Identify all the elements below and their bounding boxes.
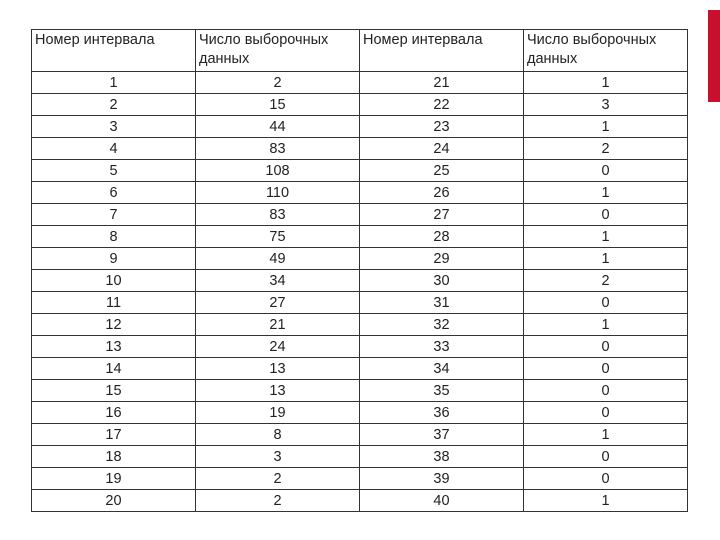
interval-number-cell: 39: [360, 468, 524, 490]
interval-number-cell: 35: [360, 380, 524, 402]
table-row: [32, 226, 688, 248]
interval-number-cell: 27: [360, 204, 524, 226]
interval-number-cell: 36: [360, 402, 524, 424]
interval-number-cell: 8: [32, 226, 196, 248]
table-row: [32, 468, 688, 490]
header-row: [32, 30, 688, 72]
sample-count-cell: 15: [196, 94, 360, 116]
sample-count-cell: 75: [196, 226, 360, 248]
interval-number-cell: 26: [360, 182, 524, 204]
interval-number-cell: 24: [360, 138, 524, 160]
interval-number-cell: 30: [360, 270, 524, 292]
interval-number-cell: 28: [360, 226, 524, 248]
interval-number-cell: 4: [32, 138, 196, 160]
table-row: [32, 72, 688, 94]
table-row: [32, 402, 688, 424]
sample-count-cell: 49: [196, 248, 360, 270]
sample-count-cell: 13: [196, 358, 360, 380]
data-table: [31, 29, 688, 512]
sample-count-cell: 83: [196, 138, 360, 160]
header-sample-count-2: Число выборочных данных: [524, 30, 688, 72]
header-sample-count-1: Число выборочных данных: [196, 30, 360, 72]
interval-number-cell: 17: [32, 424, 196, 446]
sample-count-cell: 108: [196, 160, 360, 182]
sample-count-cell: 2: [196, 490, 360, 512]
sample-count-cell: 27: [196, 292, 360, 314]
sample-count-cell: 110: [196, 182, 360, 204]
interval-number-cell: 31: [360, 292, 524, 314]
interval-number-cell: 20: [32, 490, 196, 512]
sample-count-cell: 1: [524, 490, 688, 512]
table-row: [32, 292, 688, 314]
interval-number-cell: 14: [32, 358, 196, 380]
sample-count-cell: 21: [196, 314, 360, 336]
table-row: [32, 204, 688, 226]
table-body: [32, 30, 688, 512]
table-row: [32, 446, 688, 468]
sample-count-cell: 8: [196, 424, 360, 446]
interval-number-cell: 25: [360, 160, 524, 182]
table-row: [32, 490, 688, 512]
interval-number-cell: 32: [360, 314, 524, 336]
table-row: [32, 270, 688, 292]
sample-count-cell: 0: [524, 204, 688, 226]
interval-number-cell: 12: [32, 314, 196, 336]
interval-number-cell: 22: [360, 94, 524, 116]
table-row: [32, 314, 688, 336]
sample-count-cell: 13: [196, 380, 360, 402]
table-row: [32, 116, 688, 138]
sample-count-cell: 34: [196, 270, 360, 292]
accent-bar: [708, 10, 720, 102]
table-row: [32, 336, 688, 358]
interval-number-cell: 19: [32, 468, 196, 490]
table-row: [32, 182, 688, 204]
table-row: [32, 248, 688, 270]
interval-number-cell: 5: [32, 160, 196, 182]
interval-number-cell: 3: [32, 116, 196, 138]
sample-count-cell: 1: [524, 314, 688, 336]
interval-number-cell: 37: [360, 424, 524, 446]
sample-count-cell: 1: [524, 226, 688, 248]
sample-count-cell: 1: [524, 424, 688, 446]
interval-number-cell: 18: [32, 446, 196, 468]
table-row: [32, 358, 688, 380]
sample-count-cell: 24: [196, 336, 360, 358]
table-row: [32, 424, 688, 446]
sample-count-cell: 0: [524, 380, 688, 402]
sample-count-cell: 2: [524, 138, 688, 160]
sample-count-cell: 83: [196, 204, 360, 226]
sample-count-cell: 3: [524, 94, 688, 116]
table-row: [32, 138, 688, 160]
interval-number-cell: 6: [32, 182, 196, 204]
sample-count-cell: 0: [524, 446, 688, 468]
sample-count-cell: 0: [524, 402, 688, 424]
sample-count-cell: 0: [524, 468, 688, 490]
interval-number-cell: 9: [32, 248, 196, 270]
sample-count-cell: 2: [196, 72, 360, 94]
sample-count-cell: 1: [524, 182, 688, 204]
sample-count-cell: 0: [524, 292, 688, 314]
sample-count-cell: 0: [524, 336, 688, 358]
table-row: [32, 160, 688, 182]
sample-count-cell: 2: [196, 468, 360, 490]
interval-number-cell: 11: [32, 292, 196, 314]
interval-number-cell: 13: [32, 336, 196, 358]
table-row: [32, 380, 688, 402]
interval-number-cell: 7: [32, 204, 196, 226]
table-row: [32, 94, 688, 116]
interval-number-cell: 34: [360, 358, 524, 380]
interval-number-cell: 29: [360, 248, 524, 270]
sample-count-cell: 1: [524, 116, 688, 138]
interval-number-cell: 40: [360, 490, 524, 512]
interval-number-cell: 33: [360, 336, 524, 358]
interval-number-cell: 15: [32, 380, 196, 402]
sample-count-cell: 0: [524, 358, 688, 380]
interval-number-cell: 16: [32, 402, 196, 424]
header-interval-number-2: Номер интервала: [360, 30, 524, 72]
interval-number-cell: 21: [360, 72, 524, 94]
sample-count-cell: 44: [196, 116, 360, 138]
sample-count-cell: 0: [524, 160, 688, 182]
sample-count-cell: 3: [196, 446, 360, 468]
sample-count-cell: 2: [524, 270, 688, 292]
sample-count-cell: 1: [524, 72, 688, 94]
sample-count-cell: 19: [196, 402, 360, 424]
interval-number-cell: 23: [360, 116, 524, 138]
interval-number-cell: 1: [32, 72, 196, 94]
header-interval-number-1: Номер интервала: [32, 30, 196, 72]
interval-number-cell: 2: [32, 94, 196, 116]
interval-number-cell: 38: [360, 446, 524, 468]
interval-number-cell: 10: [32, 270, 196, 292]
sample-count-cell: 1: [524, 248, 688, 270]
